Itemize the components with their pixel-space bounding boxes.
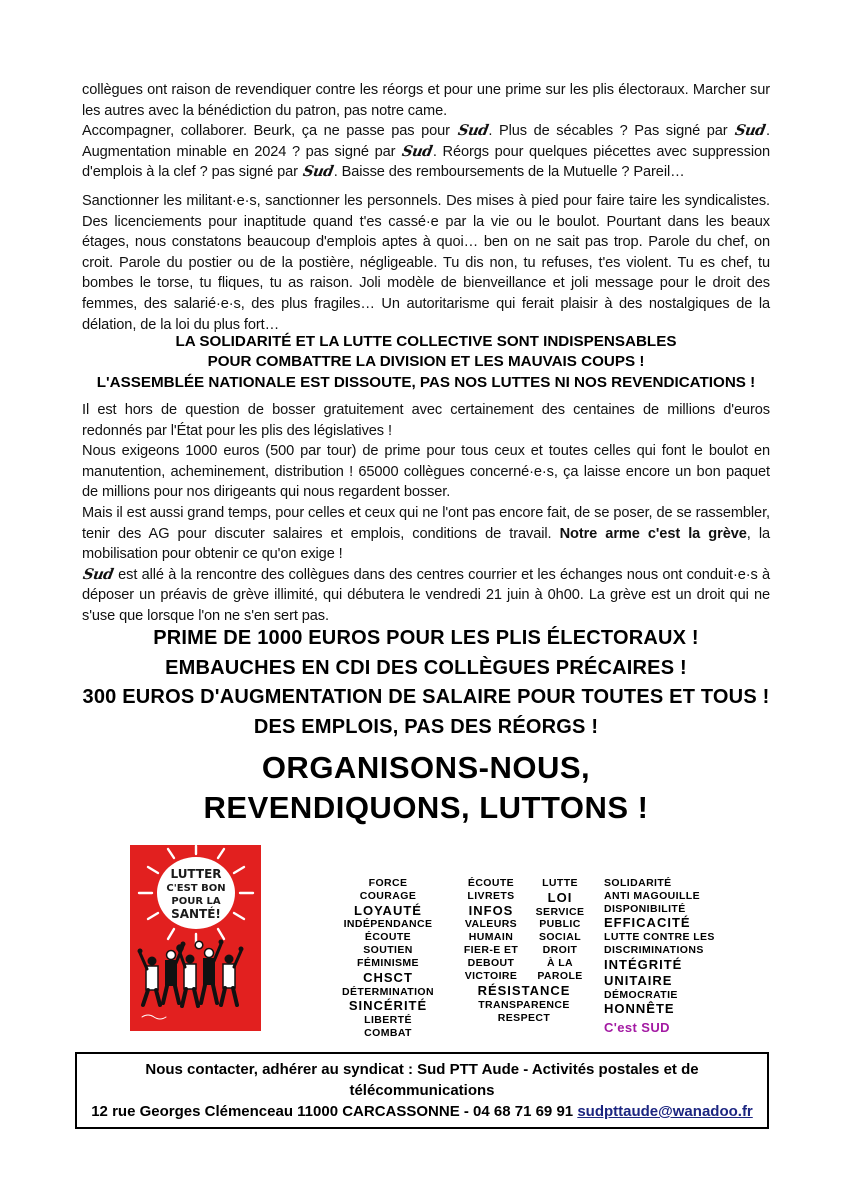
text-segment: Mais il est aussi grand temps, pour celles et ceux qui ne l'ont pas encore fait, de se poser, de se rassembler, tenir des AG pour discuter salaires et emplois, conditions de travail.	[82, 504, 770, 542]
slogan-line: ORGANISONS-NOUS,	[261, 750, 591, 785]
sud-logo: Sud	[456, 122, 490, 140]
wordcloud-word: PAROLE	[537, 969, 583, 982]
body-paragraphs	[82, 400, 770, 627]
text-segment: Nous exigeons 1000 euros (500 par tour) de prime pour tous ceux et toutes celles qui font le boulot en manutention, acheminement, distribution ! 65000 collègues concerné·e·s, ça laisse encore un bon paquet de millions pour nos dirigeants qui nous regardent bosser.	[82, 443, 770, 501]
text-segment: collègues ont raison de revendiquer contre les réorgs et pour une prime sur les plis électoraux. Marcher sur les autres avec la bénédiction du patron, pas notre came.	[82, 82, 770, 119]
wordcloud-word: ÉCOUTE	[364, 931, 412, 944]
slogan-block	[82, 748, 770, 828]
headline-line: LA SOLIDARITÉ ET LA LUTTE COLLECTIVE SONT INDISPENSABLES	[175, 333, 677, 350]
slogan-line: REVENDIQUONS, LUTTONS !	[203, 790, 649, 825]
wordcloud-letter-s	[332, 877, 444, 1040]
wordcloud-word: SINCÉRITÉ	[348, 998, 428, 1014]
wordcloud-word: DEBOUT	[467, 956, 515, 969]
wordcloud-u-left	[460, 877, 522, 982]
text-segment: Sanctionner les militant·e·s, sanctionner les personnels. Des mises à pied pour faire taire les syndicalistes. Des licenciements pour inaptitude quand t'es cassé·e par la vie ou le boulot. Pourtant dans les beaux étages, nous constatons beaucoup d'emplois aptes à quoi… ben on ne sait pas trop. Parole du chef, on croit. Parole du postier ou de la postière, négligeable. Tu dis non, tu refuses, t'es violent. Tu es chef, tu bombes le torse, tu fliques, tu as raison. Joli modèle de bienveillance et joli message pour le droit des femmes, des salarié·e·s, des plus fragiles… Un autoritarisme qui ferait plaisir à des nostalgiques de la délation, de la loi du plus fort…	[82, 192, 770, 333]
paragraph	[82, 80, 770, 121]
demand-line: 300 EUROS D'AUGMENTATION DE SALAIRE POUR TOUTES ET TOUS !	[82, 686, 770, 708]
wordcloud-u-bottom	[460, 983, 588, 1024]
wordcloud-word: DISCRIMINATIONS	[604, 944, 704, 957]
paragraph	[82, 121, 770, 183]
wordcloud-word: SOLIDARITÉ	[604, 877, 672, 889]
wordcloud-u-right	[532, 877, 588, 982]
paragraph	[82, 400, 770, 441]
wordcloud-word: SERVICE	[535, 905, 585, 918]
footer-line-1: Nous contacter, adhérer au syndicat : Sud PTT Aude - Activités postales et de télécommunications	[145, 1061, 699, 1099]
wordcloud-word: ANTI MAGOUILLE	[604, 889, 701, 902]
text-segment: . Augmentation minable en 2024 ? pas signé par	[82, 123, 770, 160]
wordcloud-word: EFFICACITÉ	[604, 915, 691, 931]
wordcloud	[332, 877, 734, 1040]
text-segment: . Baisse des remboursements de la Mutuelle ? Pareil…	[333, 164, 685, 181]
wordcloud-word: FIER-E ET	[463, 944, 519, 957]
demand-line: PRIME DE 1000 EUROS POUR LES PLIS ÉLECTORAUX !	[153, 627, 699, 649]
paragraph	[82, 441, 770, 503]
figures-row	[0, 845, 848, 1045]
wordcloud-word: PUBLIC	[539, 918, 581, 931]
wordcloud-word: DÉTERMINATION	[342, 985, 434, 998]
wordcloud-word: UNITAIRE	[604, 972, 673, 988]
paragraph	[82, 503, 770, 565]
email-link[interactable]: sudpttaude@wanadoo.fr	[577, 1103, 753, 1120]
wordcloud-word: INTÉGRITÉ	[604, 956, 683, 972]
wordcloud-word: DROIT	[542, 944, 578, 957]
text-segment: Accompagner, collaborer. Beurk, ça ne passe pas pour	[82, 123, 457, 140]
wordcloud-word: CHSCT	[363, 969, 413, 985]
wordcloud-word: LIBERTÉ	[364, 1014, 412, 1027]
wordcloud-word: LIVRETS	[467, 889, 515, 902]
sud-logo: Sud	[733, 122, 767, 140]
wordcloud-word: ÉCOUTE	[467, 877, 515, 889]
paragraph	[82, 191, 770, 335]
sud-logo: Sud	[400, 142, 434, 160]
text-segment: Il est hors de question de bosser gratuitement avec certainement des centaines de millions d'euros redonnés par l'État pour les plis des législatives !	[82, 402, 770, 439]
headline-line: POUR COMBATTRE LA DIVISION ET LES MAUVAIS COUPS !	[207, 353, 645, 371]
wordcloud-word: SOCIAL	[538, 931, 582, 944]
wordcloud-word: DISPONIBILITÉ	[604, 902, 686, 915]
demand-line: DES EMPLOIS, PAS DES RÉORGS !	[253, 715, 599, 738]
wordcloud-letter-u	[460, 877, 588, 1040]
wordcloud-word: FÉMINISME	[357, 956, 419, 969]
sud-logo: Sud	[301, 163, 335, 181]
paragraph	[82, 565, 770, 627]
wordcloud-word: RESPECT	[497, 1012, 551, 1025]
wordcloud-word: FORCE	[368, 877, 408, 889]
wordcloud-word: SOUTIEN	[363, 944, 413, 957]
demands-block	[62, 624, 790, 742]
text-segment: , la mobilisation pour obtenir ce qu'on exige !	[82, 525, 770, 563]
wordcloud-word: INFOS	[468, 902, 514, 918]
intro-paragraphs	[82, 80, 770, 335]
demand-line: EMBAUCHES EN CDI DES COLLÈGUES PRÉCAIRES !	[165, 656, 687, 679]
wordcloud-word: VALEURS	[464, 918, 518, 931]
text-segment: . Réorgs pour quelques piécettes avec suppression d'emplois à la clef ? pas signé par	[82, 143, 770, 181]
wordcloud-word: VICTOIRE	[464, 969, 518, 982]
wordcloud-word: LUTTE	[542, 877, 578, 889]
footer-address: 12 rue Georges Clémenceau 11000 CARCASSONNE - 04 68 71 69 91	[91, 1103, 578, 1120]
wordcloud-word: INDÉPENDANCE	[343, 918, 433, 931]
wordcloud-word: COURAGE	[359, 889, 417, 902]
poster-image	[130, 845, 261, 1031]
wordcloud-word: RÉSISTANCE	[477, 983, 571, 999]
wordcloud-word: LUTTE CONTRE LES	[604, 931, 715, 944]
wordcloud-tagline: C'est SUD	[604, 1020, 670, 1036]
wordcloud-word: HONNÊTE	[604, 1001, 675, 1017]
wordcloud-word: LOYAUTÉ	[354, 902, 422, 918]
svg-text:SANTÉ!: SANTÉ!	[171, 907, 221, 921]
headline-line: L'ASSEMBLÉE NATIONALE EST DISSOUTE, PAS NOS LUTTES NI NOS REVENDICATIONS !	[96, 373, 756, 391]
svg-text:LUTTER: LUTTER	[170, 867, 222, 881]
wordcloud-word: TRANSPARENCE	[478, 999, 570, 1012]
sud-logo: Sud	[81, 565, 115, 583]
wordcloud-word: LOI	[547, 889, 573, 905]
headline-block	[82, 332, 770, 393]
text-segment: Notre arme c'est la grève	[559, 525, 747, 542]
footer-line-2	[85, 1101, 759, 1122]
text-segment: est allé à la rencontre des collègues dans des centres courrier et les échanges nous ont conduit·e·s à déposer un préavis de grève illimité, qui débutera le vendredi 21 juin à 0h00. La grève est un droit qui ne s'use que lorsque l'on ne s'en sert pas.	[82, 566, 770, 624]
svg-text:POUR LA: POUR LA	[171, 896, 221, 907]
wordcloud-word: COMBAT	[364, 1026, 412, 1039]
svg-text:C'EST BON: C'EST BON	[166, 883, 226, 894]
wordcloud-letter-d	[604, 877, 724, 1040]
wordcloud-word: HUMAIN	[468, 931, 514, 944]
poster-illustration	[130, 845, 261, 1031]
wordcloud-word: DÉMOCRATIE	[604, 988, 678, 1001]
footer-contact-box	[75, 1052, 769, 1129]
text-segment: . Plus de sécables ? Pas signé par	[488, 123, 735, 140]
wordcloud-word: À LA	[546, 956, 574, 969]
